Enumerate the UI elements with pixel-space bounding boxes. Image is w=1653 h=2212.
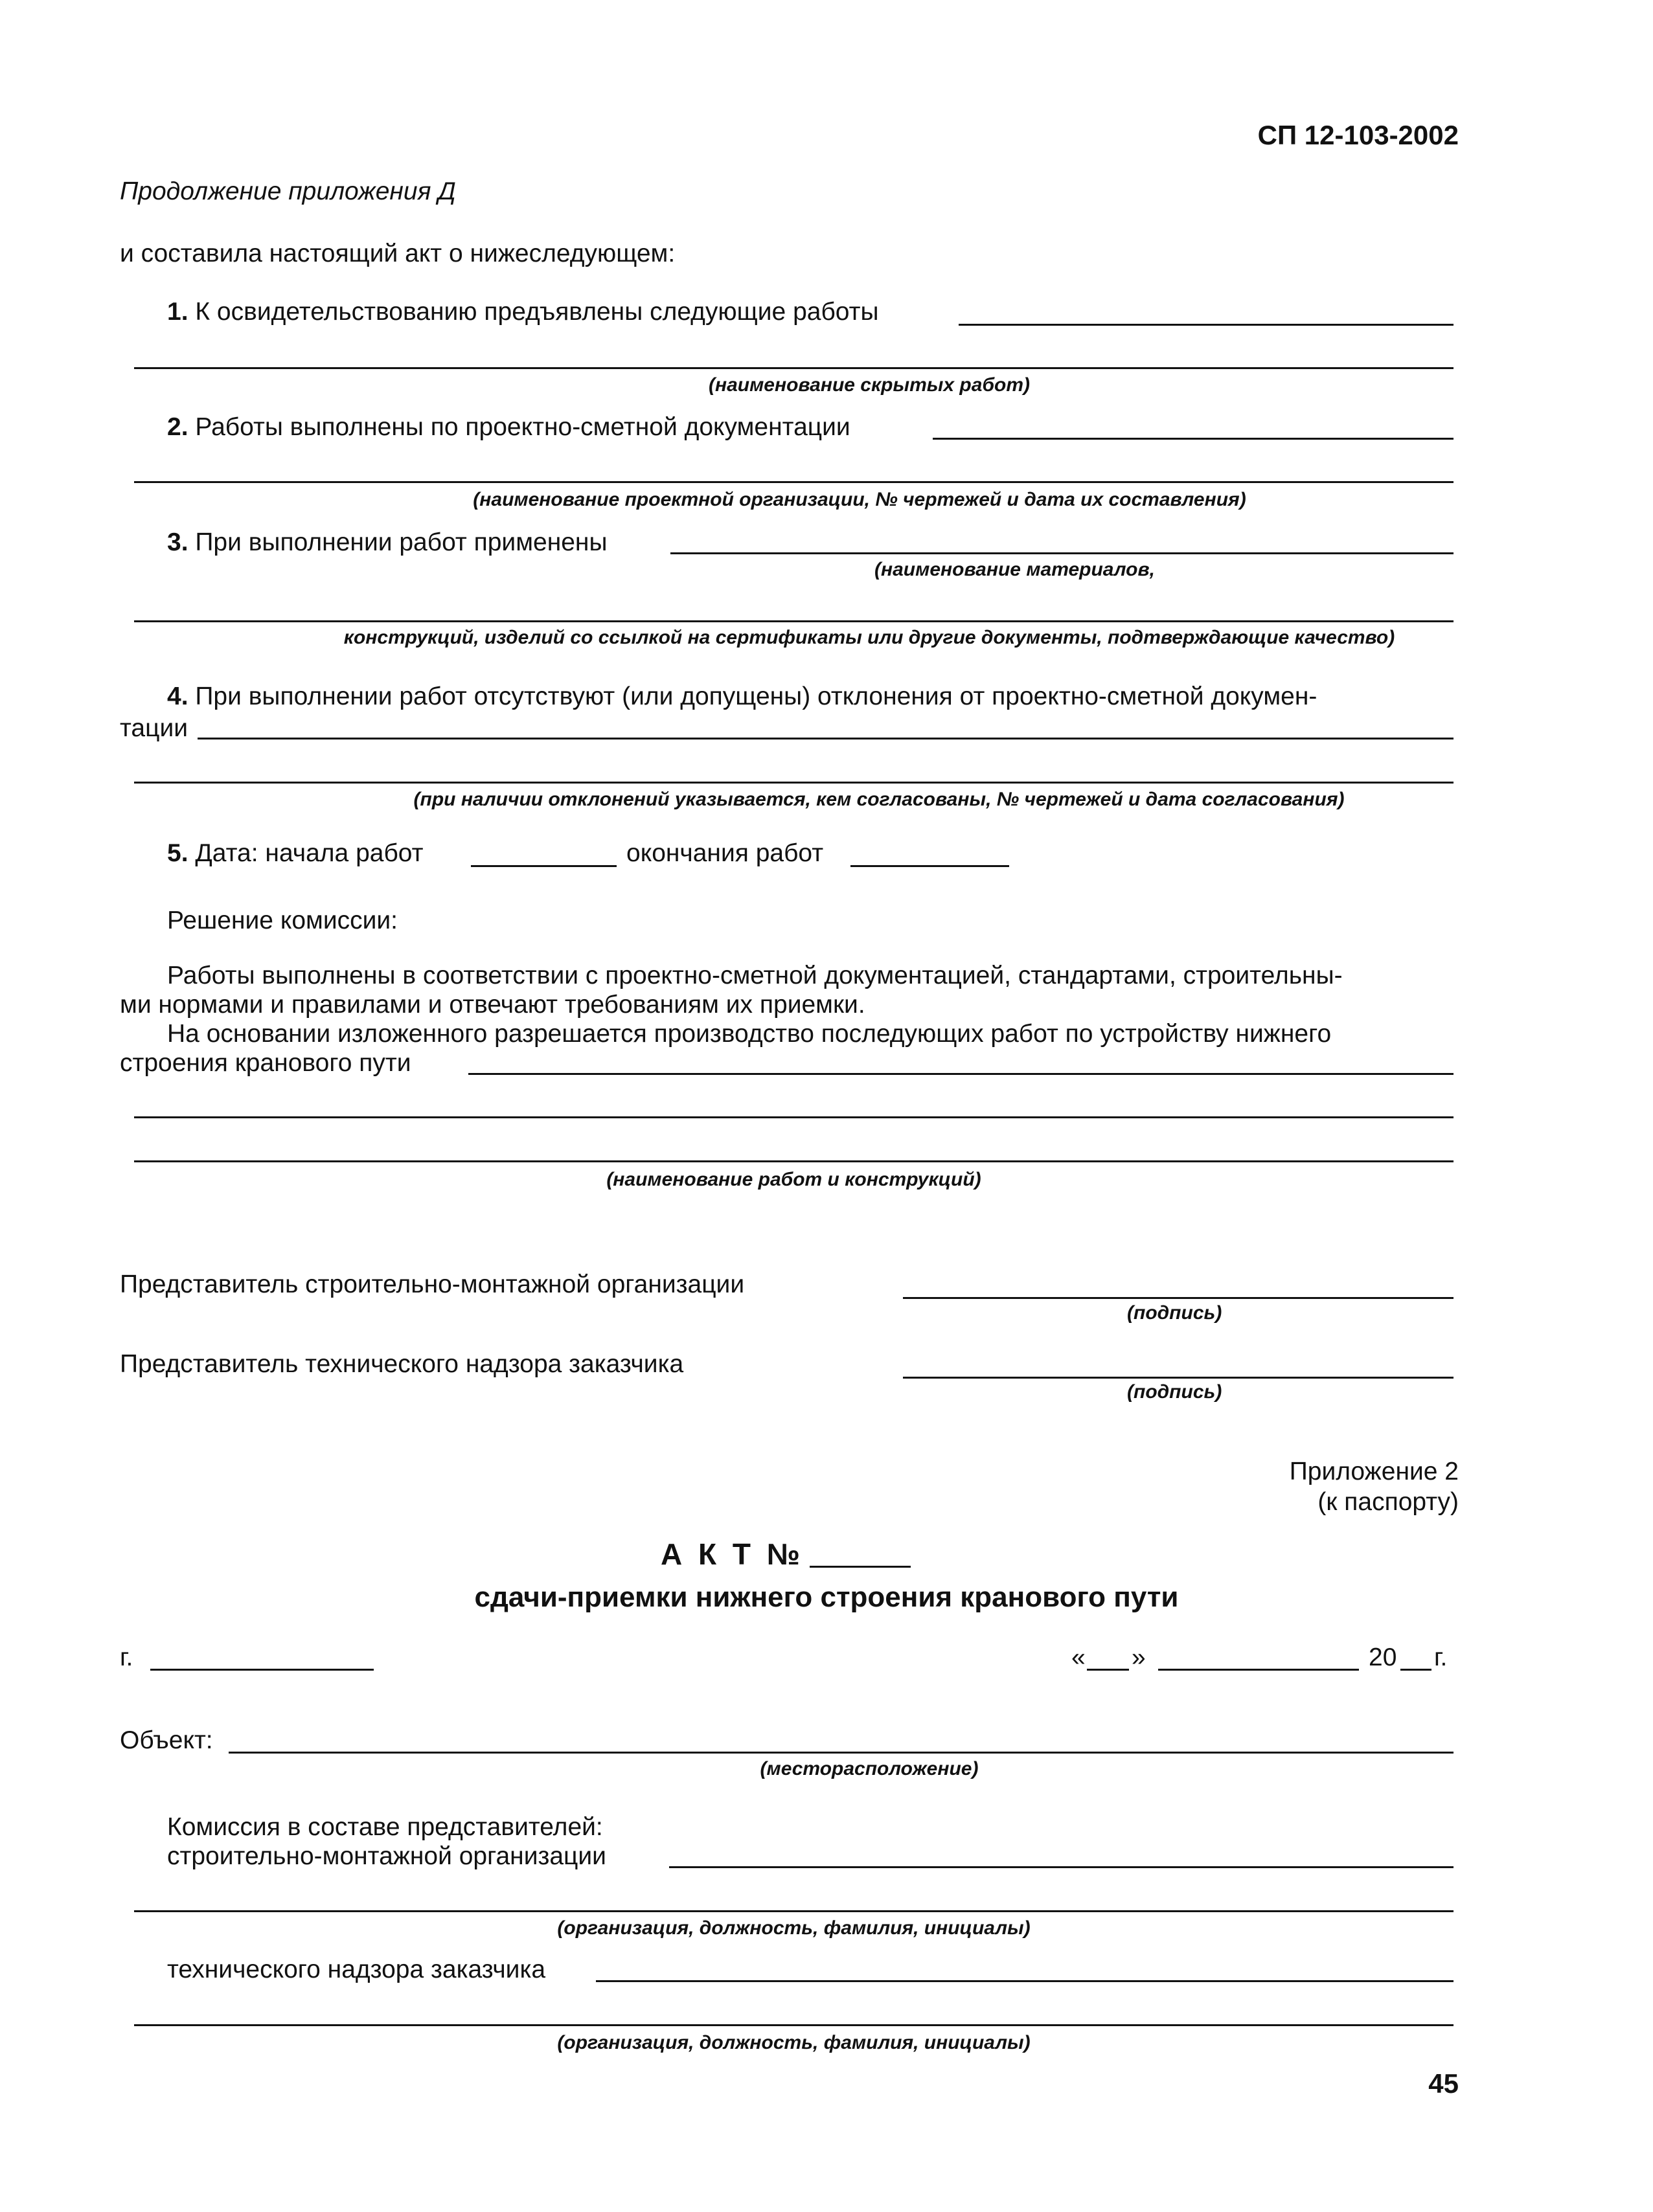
item-3-number: 3. (167, 528, 188, 556)
decision-fill-line-3[interactable] (134, 1160, 1454, 1162)
act-number-line[interactable] (810, 1566, 911, 1568)
commission-org-line[interactable] (669, 1866, 1454, 1868)
appendix-sublabel: (к паспорту) (1317, 1488, 1459, 1516)
item-1-text (167, 299, 879, 324)
decision-heading: Решение комиссии: (167, 907, 398, 934)
city-line[interactable] (150, 1669, 374, 1671)
day-line[interactable] (1087, 1669, 1129, 1671)
item-1-label: К освидетельствованию предъявлены следующие работы (195, 298, 879, 326)
year-prefix: 20 (1369, 1643, 1397, 1671)
page-number: 45 (1428, 2068, 1459, 2099)
item-1-fill-line[interactable] (959, 324, 1454, 326)
object-caption: (месторасположение) (760, 1758, 979, 1779)
act-subtitle: сдачи-приемки нижнего строения кранового пути (474, 1581, 1179, 1613)
item-4-fill-line[interactable] (198, 738, 1454, 739)
item-2-fill-line-2[interactable] (134, 481, 1454, 483)
signature-2-caption: (подпись) (1127, 1381, 1222, 1403)
decision-para-1-line-1: Работы выполнены в соответствии с проектно-сметной документацией, стандартами, строительны- (167, 962, 1343, 989)
item-4-fill-line-2[interactable] (134, 782, 1454, 784)
signature-2-label: Представитель технического надзора заказчика (120, 1350, 684, 1378)
year-suffix: г. (1434, 1643, 1448, 1671)
intro-text: и составила настоящий акт о нижеследующем: (120, 240, 676, 267)
tech-supervision-line[interactable] (596, 1980, 1454, 1982)
decision-fill-line[interactable] (468, 1073, 1454, 1075)
decision-para-2-line-1: На основании изложенного разрешается производство последующих работ по устройству нижнего (167, 1020, 1332, 1048)
signature-1-line[interactable] (903, 1297, 1454, 1299)
start-date-line[interactable] (471, 865, 617, 867)
date-close-quote: » (1132, 1643, 1146, 1671)
appendix-label: Приложение 2 (1289, 1458, 1459, 1485)
item-3-caption-2: конструкций, изделий со ссылкой на сертификаты или другие документы, подтверждающие качество) (343, 627, 1395, 648)
item-4-caption: (при наличии отклонений указывается, кем согласованы, № чертежей и дата согласования) (413, 789, 1345, 810)
document-code: СП 12-103-2002 (1257, 120, 1459, 150)
date-open-quote: « (1071, 1643, 1086, 1671)
tech-supervision-caption: (организация, должность, фамилия, инициалы) (557, 2032, 1031, 2053)
commission-heading: Комиссия в составе представителей: (167, 1813, 603, 1841)
item-5-start-text (167, 841, 423, 866)
signature-2-line[interactable] (903, 1377, 1454, 1379)
city-prefix: г. (120, 1643, 133, 1671)
item-1-fill-line-2[interactable] (134, 367, 1454, 369)
object-line[interactable] (229, 1752, 1454, 1754)
signature-1-label: Представитель строительно-монтажной организации (120, 1270, 745, 1298)
item-2-fill-line[interactable] (933, 438, 1454, 440)
item-1-caption: (наименование скрытых работ) (708, 374, 1031, 396)
item-2-label: Работы выполнены по проектно-сметной документации (195, 413, 850, 441)
commission-org-caption: (организация, должность, фамилия, инициалы) (557, 1917, 1031, 1939)
item-5-end-label: окончания работ (626, 839, 824, 867)
item-5-start-label: Дата: начала работ (195, 839, 424, 867)
tech-supervision-line-2[interactable] (134, 2024, 1454, 2026)
item-3-text (167, 530, 608, 555)
item-3-label: При выполнении работ применены (195, 528, 608, 556)
item-3-fill-line-2[interactable] (134, 620, 1454, 622)
signature-1-caption: (подпись) (1127, 1302, 1222, 1324)
item-2-text (167, 414, 850, 440)
commission-org-label: строительно-монтажной организации (167, 1842, 606, 1870)
continuation-label: Продолжение приложения Д (120, 177, 456, 205)
object-label: Объект: (120, 1726, 213, 1754)
item-3-fill-line[interactable] (670, 552, 1454, 554)
item-4-text-line-1 (167, 684, 1317, 709)
decision-para-1-line-2: ми нормами и правилами и отвечают требованиям их приемки. (120, 991, 865, 1019)
item-4-number: 4. (167, 683, 188, 710)
item-1-number: 1. (167, 298, 188, 326)
end-date-line[interactable] (850, 865, 1009, 867)
decision-caption: (наименование работ и конструкций) (606, 1169, 981, 1190)
year-line[interactable] (1400, 1669, 1431, 1671)
act-title: А К Т № (661, 1537, 804, 1571)
item-3-caption-1: (наименование материалов, (874, 559, 1155, 580)
item-4-text-line-2: тации (120, 714, 188, 742)
item-2-number: 2. (167, 413, 188, 441)
decision-para-2-line-2: строения кранового пути (120, 1049, 411, 1077)
tech-supervision-label: технического надзора заказчика (167, 1956, 546, 1983)
commission-org-line-2[interactable] (134, 1910, 1454, 1912)
month-line[interactable] (1158, 1669, 1359, 1671)
decision-fill-line-2[interactable] (134, 1116, 1454, 1118)
item-4-label: При выполнении работ отсутствуют (или допущены) отклонения от проектно-сметной докумен- (195, 683, 1317, 710)
item-2-caption: (наименование проектной организации, № чертежей и дата их составления) (473, 489, 1246, 510)
item-5-number: 5. (167, 839, 188, 867)
